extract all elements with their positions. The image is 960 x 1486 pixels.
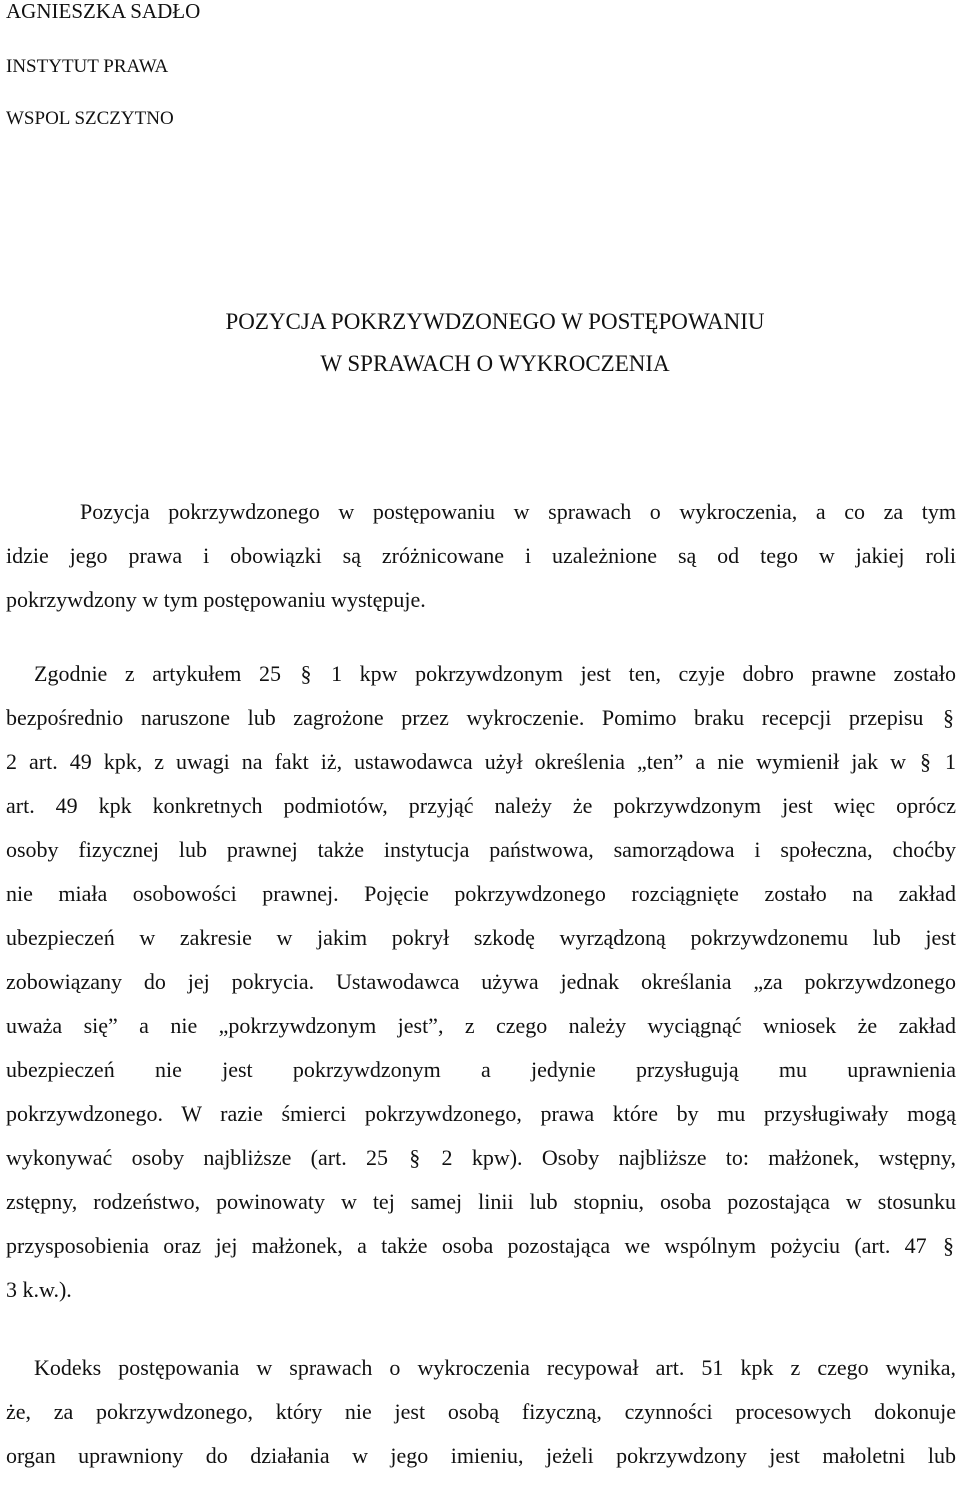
paragraph-line: organ uprawniony do działania w jego imieniu, jeżeli pokrzywdzony jest małoletni lub: [6, 1443, 956, 1468]
paragraph-line: ubezpieczeń w zakresie w jakim pokrył szkodę wyrządzoną pokrzywdzonemu lub jest: [6, 925, 956, 950]
paragraph-line: zstępny, rodzeństwo, powinowaty w tej samej linii lub stopniu, osoba pozostająca w stosunku: [6, 1189, 956, 1214]
section-sign: §: [943, 705, 955, 730]
document-title-line-1: POZYCJA POKRZYWDZONEGO W POSTĘPOWANIU: [225, 309, 765, 334]
paragraph-line: uważa się” a nie „pokrzywdzonym jest”, z czego należy wyciągnąć wniosek że zakład: [6, 1013, 956, 1038]
paragraph-line: pokrzywdzony w tym postępowaniu występuje.: [6, 587, 426, 612]
line-segment: 2 kpw). Osoby najbliższe to: małżonek, wstępny,: [441, 1145, 956, 1170]
paragraph-line: [6, 704, 956, 748]
section-sign: §: [409, 1145, 421, 1170]
paragraph-2: [6, 660, 956, 1320]
line-segment: wykonywać osoby najbliższe (art. 25: [6, 1145, 388, 1170]
paragraph-line: [6, 1232, 956, 1276]
institute-line-1: INSTYTUT PRAWA: [6, 56, 169, 77]
author-name: AGNIESZKA SADŁO: [6, 0, 201, 23]
document-title-line-2: W SPRAWACH O WYKROCZENIA: [320, 351, 670, 376]
section-sign: §: [300, 661, 312, 686]
paragraph-line: [6, 748, 956, 792]
line-segment: 2 art. 49 kpk, z uwagi na fakt iż, ustawodawca użył określenia „ten” a nie wymienił jak w: [6, 749, 906, 774]
paragraph-line: [6, 660, 956, 704]
paragraph-line: że, za pokrzywdzonego, który nie jest osobą fizyczną, czynności procesowych dokonuje: [6, 1399, 956, 1424]
paragraph-line: idzie jego prawa i obowiązki są zróżnicowane i uzależnione są od tego w jakiej roli: [6, 543, 956, 568]
paragraph-line: 3 k.w.).: [6, 1277, 72, 1302]
line-segment: bezpośrednio naruszone lub zagrożone przez wykroczenie. Pomimo braku recepcji przepisu: [6, 705, 924, 730]
line-segment: 1 kpw pokrzywdzonym jest ten, czyje dobro prawne zostało: [331, 661, 957, 686]
section-sign: §: [943, 1233, 954, 1258]
paragraph-line: osoby fizycznej lub prawnej także instytucja państwowa, samorządowa i społeczna, choćby: [6, 837, 956, 862]
paragraph-line: pokrzywdzonego. W razie śmierci pokrzywdzonego, prawa które by mu przysługiwały mogą: [6, 1101, 956, 1126]
line-segment: Zgodnie z artykułem 25: [34, 661, 281, 686]
paragraph-line: zobowiązany do jej pokrycia. Ustawodawca używa jednak określania „za pokrzywdzonego: [6, 969, 956, 994]
paragraph-line: nie miała osobowości prawnej. Pojęcie pokrzywdzonego rozciągnięte zostało na zakład: [6, 881, 956, 906]
paragraph-3: [6, 1354, 956, 1486]
paragraph-line: ubezpieczeń nie jest pokrzywdzonym a jedynie przysługują mu uprawnienia: [6, 1057, 956, 1082]
institute-line-2: WSPOL SZCZYTNO: [6, 108, 174, 129]
section-sign: §: [919, 749, 931, 774]
paragraph-1: [6, 498, 956, 630]
paragraph-line: Pozycja pokrzywdzonego w postępowaniu w sprawach o wykroczenia, a co za tym: [80, 499, 956, 524]
paragraph-line: [6, 1144, 956, 1188]
paragraph-line: Kodeks postępowania w sprawach o wykroczenia recypował art. 51 kpk z czego wynika,: [34, 1355, 956, 1380]
line-segment: przysposobienia oraz jej małżonek, a także osoba pozostająca we wspólnym pożyciu (art. 47: [6, 1233, 927, 1258]
line-segment: 1: [945, 749, 956, 774]
paragraph-line: art. 49 kpk konkretnych podmiotów, przyjąć należy że pokrzywdzonym jest więc oprócz: [6, 793, 956, 818]
